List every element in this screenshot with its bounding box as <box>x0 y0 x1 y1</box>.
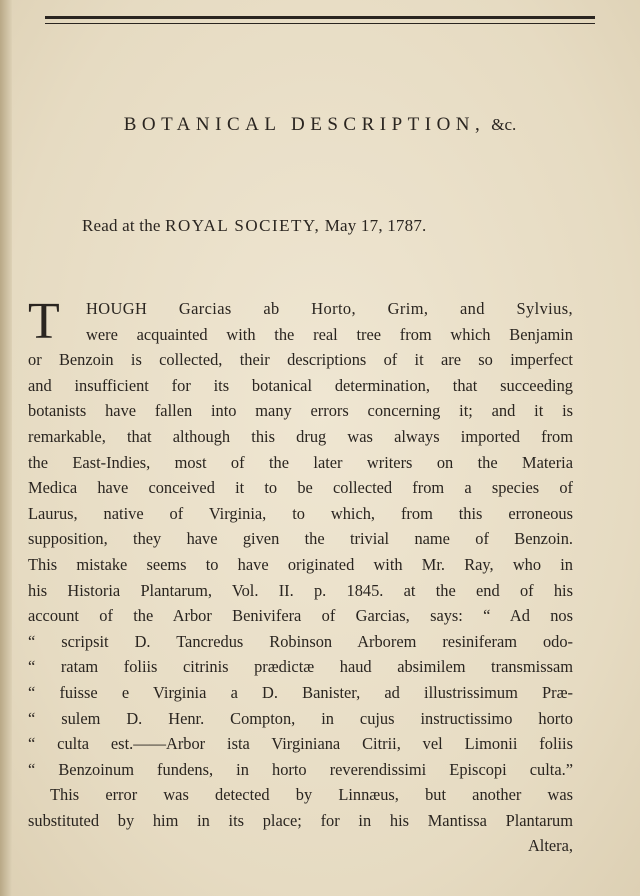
header-rule-thin <box>45 23 595 24</box>
text-line: remarkable, that although this drug was always imported from <box>28 426 573 446</box>
text-line: supposition, they have given the trivial name of Benzoin. <box>28 529 573 549</box>
text-line: and insufficient for its botanical determination, that succeeding <box>28 375 573 395</box>
text-line: account of the Arbor Benivifera of Garcias, says: “ Ad nos <box>28 606 573 626</box>
text-line: HOUGH Garcias ab Horto, Grim, and Sylvius, <box>86 299 573 318</box>
text-line: botanists have fallen into many errors concerning it; and it is <box>28 401 573 421</box>
text-line: “ culta est.——Arbor ista Virginiana Citrii, vel Limonii foliis <box>28 734 573 754</box>
text-line: or Benzoin is collected, their descriptions of it are so imperfect <box>28 350 573 370</box>
text-line: “ ratam foliis citrinis prædictæ haud absimilem transmissam <box>28 657 573 677</box>
text-line: “ fuisse e Virginia a D. Banister, ad illustrissimum Præ- <box>28 682 573 702</box>
society-name: ROYAL SOCIETY, <box>165 216 321 235</box>
catchword: Altera, <box>527 836 573 856</box>
read-date: May 17, 1787. <box>324 216 427 235</box>
text-line: This error was detected by Linnæus, but another was <box>50 785 573 805</box>
read-prefix: Read at the <box>82 216 161 235</box>
text-line: substituted by him in its place; for in his Mantissa Plantarum <box>28 810 573 830</box>
text-line: “ scripsit D. Tancredus Robinson Arborem resiniferam odo- <box>28 631 573 651</box>
text-line: This mistake seems to have originated with Mr. Ray, who in <box>28 554 573 574</box>
page-title <box>0 114 640 136</box>
text-line: Laurus, native of Virginia, to which, from this erroneous <box>28 503 573 523</box>
read-at-line <box>82 216 602 236</box>
header-rule-thick <box>45 16 595 19</box>
drop-cap: T <box>28 293 60 350</box>
text-line: were acquainted with the real tree from which Benjamin <box>86 324 573 344</box>
title-text: BOTANICAL DESCRIPTION, <box>123 114 486 135</box>
text-line: Medica have conceived it to be collected from a species of <box>28 478 573 498</box>
text-line: “ sulem D. Henr. Compton, in cujus instructissimo horto <box>28 708 573 728</box>
title-suffix: &c. <box>491 115 517 134</box>
text-line: his Historia Plantarum, Vol. II. p. 1845. at the end of his <box>28 580 573 600</box>
text-line: the East-Indies, most of the later writers on the Materia <box>28 452 573 472</box>
text-line: “ Benzoinum fundens, in horto reverendissimi Episcopi culta.” <box>28 759 573 779</box>
body-text <box>28 293 573 859</box>
